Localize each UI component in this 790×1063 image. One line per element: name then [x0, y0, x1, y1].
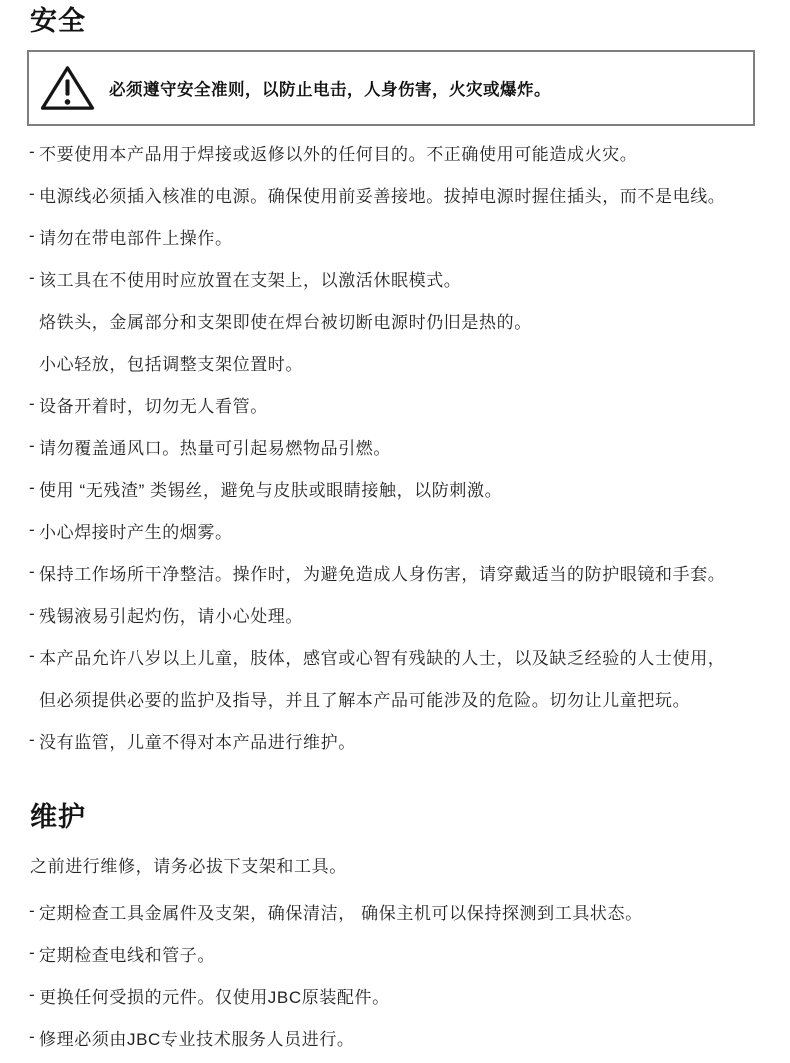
list-item-text: 保持工作场所干净整洁。操作时，为避免造成人身伤害，请穿戴适当的防护眼镜和手套。: [39, 564, 726, 584]
list-item-dash: -: [29, 646, 36, 665]
list-item: [30, 890, 760, 932]
list-item: [30, 551, 760, 593]
list-item: [30, 677, 760, 719]
list-item-text: 没有监管，儿童不得对本产品进行维护。: [39, 732, 356, 752]
list-item: [30, 131, 760, 173]
list-item-dash: -: [29, 478, 36, 497]
list-item-dash: -: [29, 943, 36, 962]
list-item: [30, 173, 760, 215]
list-item: [30, 425, 760, 467]
list-item-text: 设备开着时，切勿无人看管。: [39, 396, 268, 416]
list-item-text: 定期检查电线和管子。: [39, 945, 215, 965]
list-item-text: 更换任何受损的元件。仅使用JBC原装配件。: [39, 987, 390, 1007]
list-item-dash: -: [29, 394, 36, 413]
list-item: [30, 215, 760, 257]
list-item-dash: -: [29, 1027, 36, 1046]
list-item: [30, 467, 760, 509]
list-item: [30, 509, 760, 551]
list-item-text: 本产品允许八岁以上儿童，肢体，感官或心智有残缺的人士，以及缺乏经验的人士使用，: [39, 648, 726, 668]
list-item-text: 残锡液易引起灼伤，请小心处理。: [39, 606, 303, 626]
list-item-text: 使用 “无残渣” 类锡丝，避免与皮肤或眼睛接触，以防刺激。: [39, 480, 503, 500]
list-item-dash: -: [29, 226, 36, 245]
list-item: [30, 299, 760, 341]
list-item: [30, 257, 760, 299]
list-item-dash: -: [29, 268, 36, 287]
list-item-text: 但必须提供必要的监护及指导，并且了解本产品可能涉及的危险。切勿让儿童把玩。: [39, 690, 691, 710]
list-item-text: 定期检查工具金属件及支架，确保清洁， 确保主机可以保持探测到工具状态。: [39, 903, 643, 923]
list-item-dash: -: [29, 142, 36, 161]
warning-text: 必须遵守安全准则，以防止电击，人身伤害，火灾或爆炸。: [109, 81, 551, 99]
safety-list: [30, 131, 760, 761]
list-item-dash: -: [29, 901, 36, 920]
list-item: [30, 974, 760, 1016]
list-item-text: 烙铁头，金属部分和支架即使在焊台被切断电源时仍旧是热的。: [39, 312, 532, 332]
maintenance-section-title: 维护: [30, 802, 86, 832]
list-item-text: 小心轻放，包括调整支架位置时。: [39, 354, 303, 374]
list-item: [30, 593, 760, 635]
list-item-text: 不要使用本产品用于焊接或返修以外的任何目的。不正确使用可能造成火灾。: [39, 144, 638, 164]
maintenance-list: [30, 890, 760, 1058]
list-item-text: 电源线必须插入核准的电源。确保使用前妥善接地。拔掉电源时握住插头，而不是电线。: [39, 186, 726, 206]
list-item-dash: -: [29, 604, 36, 623]
list-item: [30, 341, 760, 383]
list-item: [30, 1016, 760, 1058]
list-item: [30, 383, 760, 425]
list-item: [30, 635, 760, 677]
list-item-dash: -: [29, 730, 36, 749]
warning-triangle-icon: [38, 64, 97, 112]
warning-box: [27, 50, 755, 126]
maintenance-intro: 之前进行维修，请务必拔下支架和工具。: [30, 856, 347, 876]
list-item-text: 该工具在不使用时应放置在支架上，以激活休眠模式。: [39, 270, 462, 290]
list-item-dash: -: [29, 562, 36, 581]
safety-section-title: 安全: [30, 6, 86, 36]
list-item-dash: -: [29, 436, 36, 455]
list-item-dash: -: [29, 520, 36, 539]
list-item-text: 修理必须由JBC专业技术服务人员进行。: [39, 1029, 355, 1049]
list-item: [30, 719, 760, 761]
list-item-text: 请勿覆盖通风口。热量可引起易燃物品引燃。: [39, 438, 391, 458]
list-item-dash: -: [29, 985, 36, 1004]
list-item-text: 请勿在带电部件上操作。: [39, 228, 233, 248]
list-item: [30, 932, 760, 974]
list-item-dash: -: [29, 184, 36, 203]
list-item-text: 小心焊接时产生的烟雾。: [39, 522, 233, 542]
